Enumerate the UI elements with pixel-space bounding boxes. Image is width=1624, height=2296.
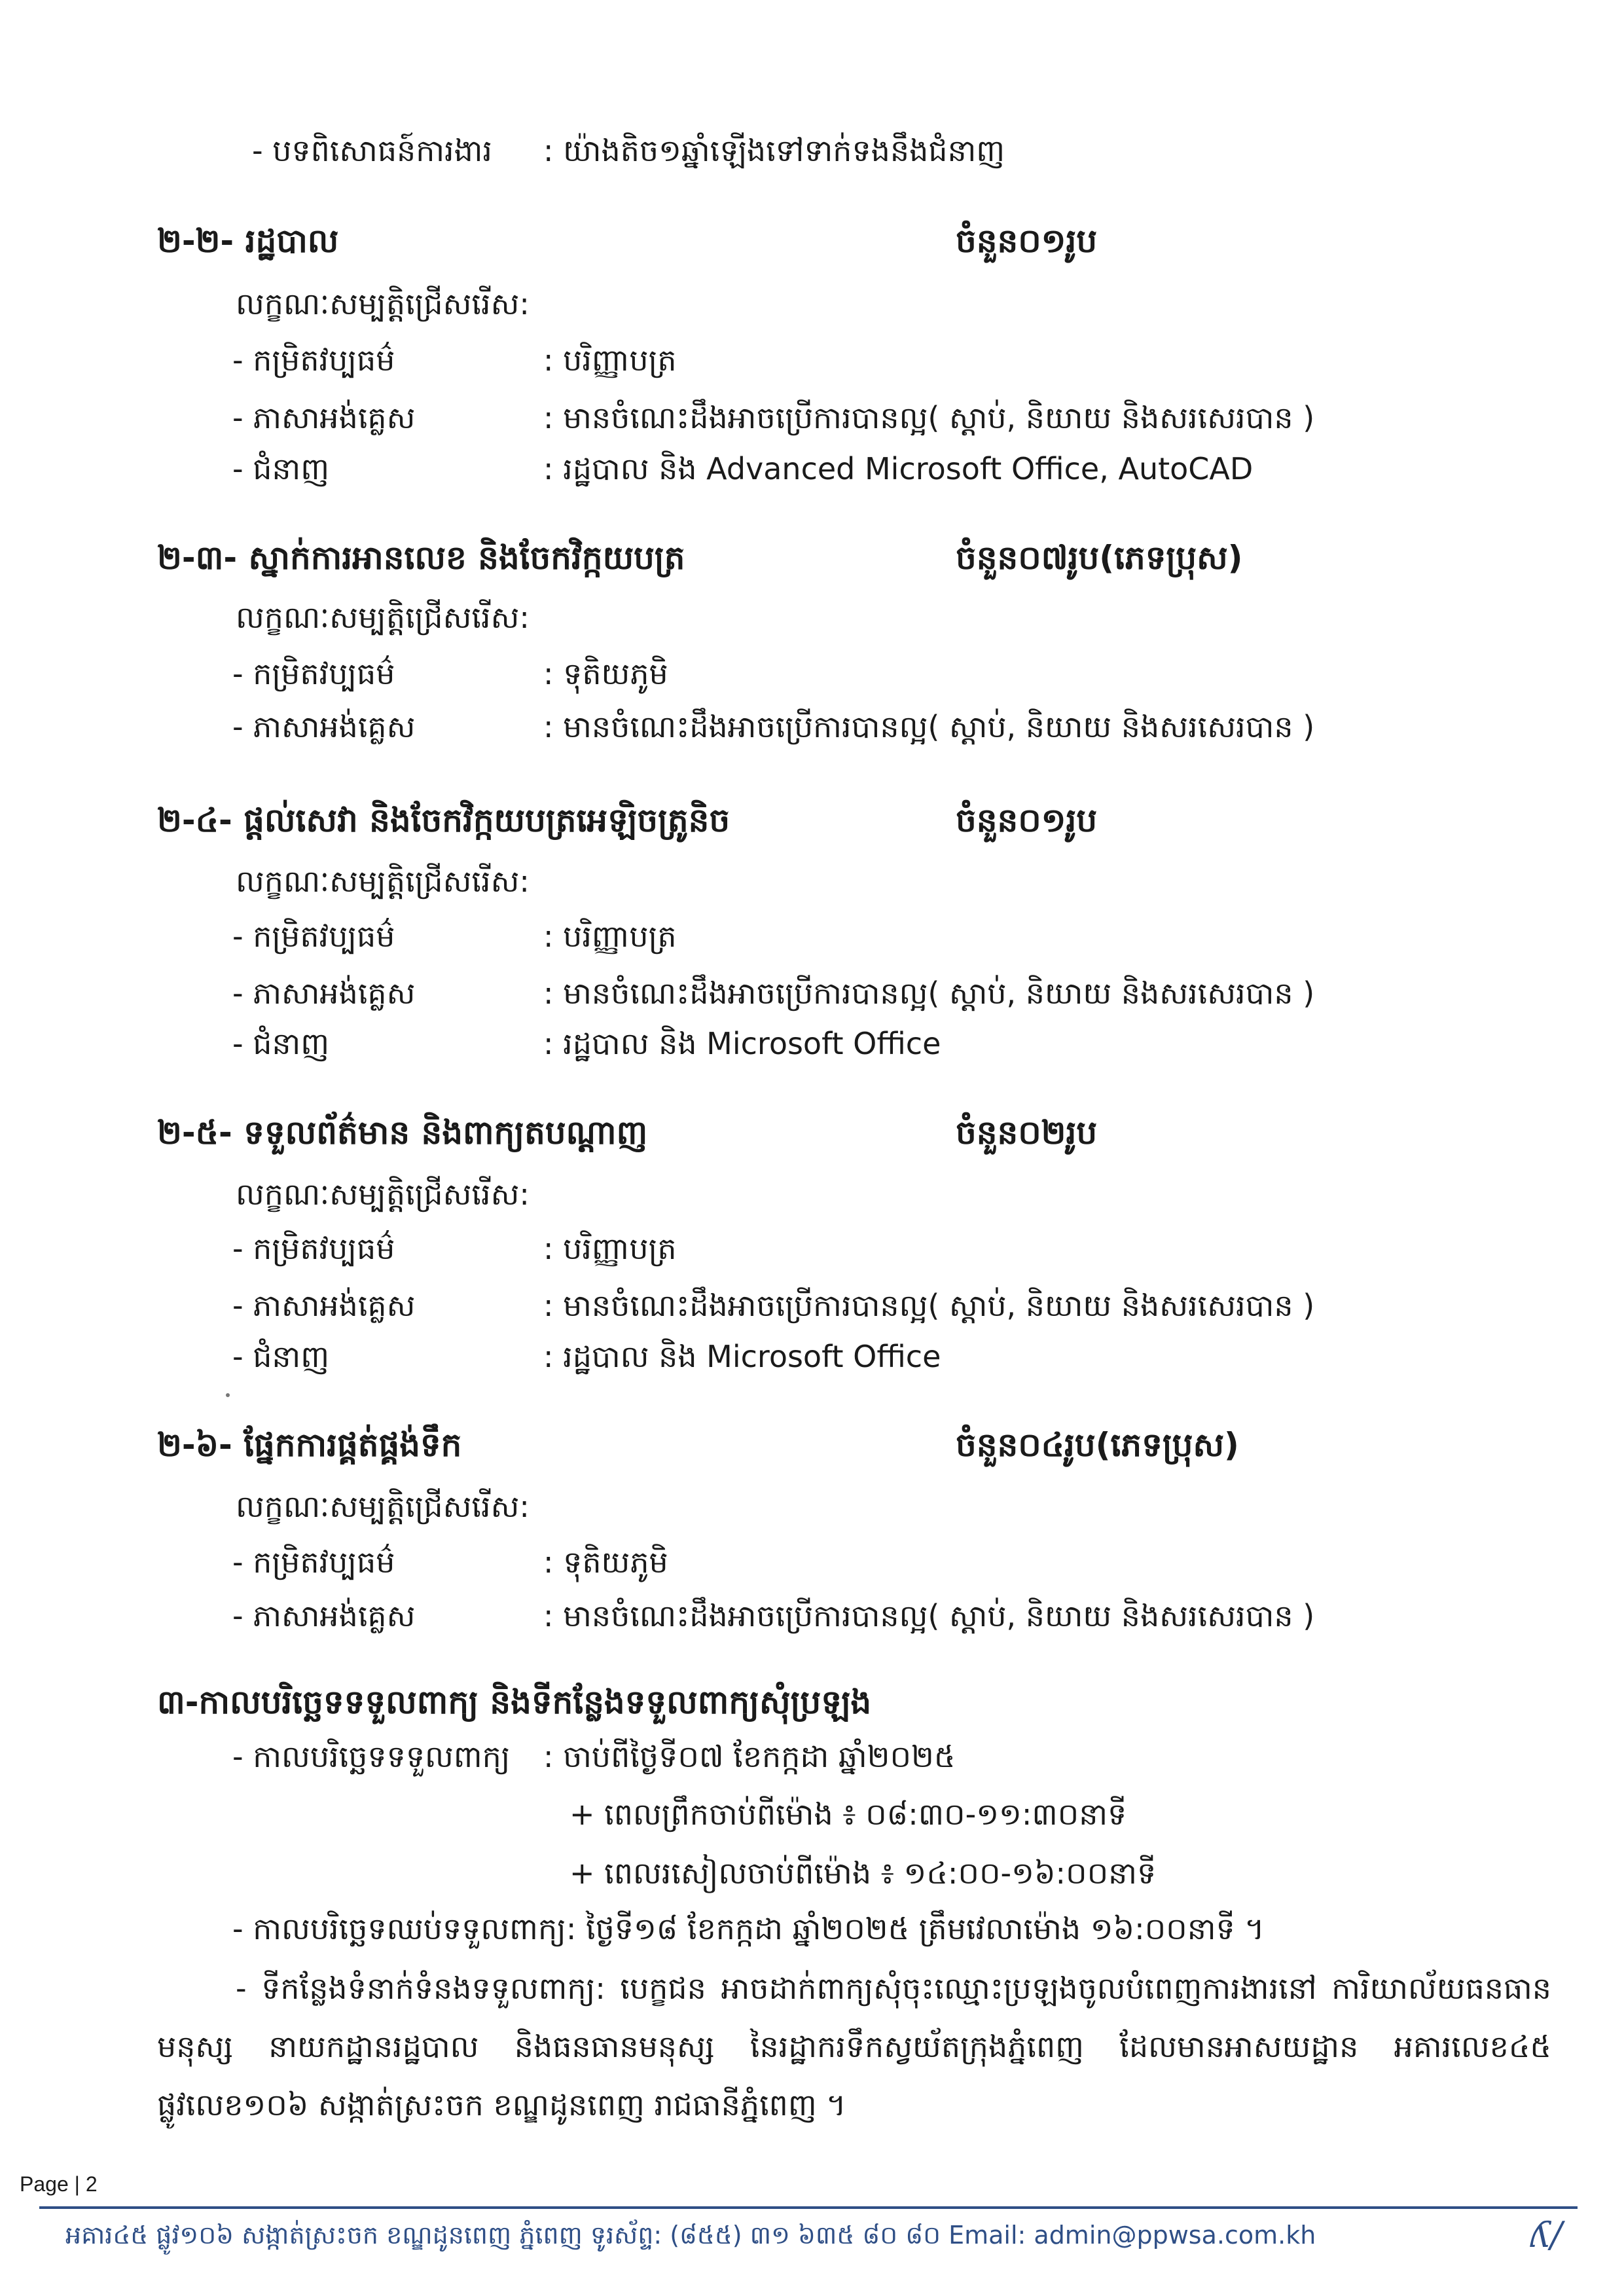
item-value: : ទុតិយភូមិ	[543, 1544, 668, 1580]
item-label: - ភាសាអង់គ្លេស	[232, 1598, 416, 1633]
item-value: : មានចំណេះដឹងអាចប្រើការបានល្អ( ស្តាប់, និយាយ និងសរសេរបាន )	[543, 1288, 1315, 1323]
open-date-value: : ចាប់ពីថ្ងៃទី០៧ ខែកក្កដា ឆ្នាំ២០២៥	[543, 1739, 956, 1774]
item-label: - កម្រិតវប្បធម៌	[232, 656, 395, 691]
item-value: : រដ្ឋបាល និង Microsoft Office	[543, 1339, 941, 1374]
section3-heading: ៣-កាលបរិច្ឆេទទទួលពាក្យ និងទីកន្លែងទទួលពាក្យសុំប្រឡង	[157, 1683, 872, 1721]
item-label: - ភាសាអង់គ្លេស	[232, 975, 416, 1011]
item-label: - ជំនាញ	[232, 451, 330, 486]
scan-speck	[226, 1393, 230, 1397]
item-value: : មានចំណេះដឹងអាចប្រើការបានល្អ( ស្តាប់, និយាយ និងសរសេរបាន )	[543, 975, 1315, 1011]
criteria-label: លក្ខណៈសម្បត្តិជ្រើសរើស:	[236, 1176, 530, 1212]
section-heading: ២-៣- ស្នាក់ការអានលេខ និងចែកវិក្កយបត្រ	[157, 539, 685, 577]
item-value: : មានចំណេះដឹងអាចប្រើការបានល្អ( ស្តាប់, និយាយ និងសរសេរបាន )	[543, 1598, 1315, 1633]
item-value: : មានចំណេះដឹងអាចប្រើការបានល្អ( ស្តាប់, និយាយ និងសរសេរបាន )	[543, 709, 1315, 744]
item-value: : បរិញ្ញាបត្រ	[543, 342, 677, 378]
afternoon-hours: + ពេលរសៀលចាប់ពីម៉ោង ៖ ១៤:០០-១៦:០០នាទី	[569, 1855, 1157, 1891]
footer-address: អគារ៤៥ ផ្លូវ១០៦ សង្កាត់ស្រះចក ខណ្ឌដូនពេញ ភ្នំពេញ ទូរស័ព្ទ: (៨៥៥) ៣១ ៦៣៥ ៨០ ៨០ Email: admin@ppwsa.com.kh	[65, 2221, 1316, 2250]
initials-mark: ʎ/	[1530, 2214, 1562, 2255]
item-label: - ភាសាអង់គ្លេស	[232, 709, 416, 744]
item-label: - ភាសាអង់គ្លេស	[232, 400, 416, 435]
footer-rule	[39, 2206, 1578, 2209]
item-label: - កម្រិតវប្បធម៌	[232, 1544, 395, 1580]
section-heading: ២-២- រដ្ឋបាល	[157, 222, 339, 260]
item-value: : ទុតិយភូមិ	[543, 656, 668, 691]
page-number: Page | 2	[20, 2172, 98, 2196]
open-date-label: - កាលបរិច្ឆេទទទួលពាក្យ	[232, 1739, 511, 1774]
item-label: - ភាសាអង់គ្លេស	[232, 1288, 416, 1323]
close-date-line: - កាលបរិច្ឆេទឈប់ទទួលពាក្យ: ថ្ងៃទី១៨ ខែកក្កដា ឆ្នាំ២០២៥ ត្រឹមវេលាម៉ោង ១៦:០០នាទី ។	[232, 1911, 1265, 1946]
section-count: ចំនួន០៧រូប(ភេទប្រុស)	[956, 539, 1243, 577]
item-value: : មានចំណេះដឹងអាចប្រើការបានល្អ( ស្តាប់, និយាយ និងសរសេរបាន )	[543, 400, 1315, 435]
criteria-label: លក្ខណៈសម្បត្តិជ្រើសរើស:	[236, 1489, 530, 1524]
item-label: - កម្រិតវប្បធម៌	[232, 1231, 395, 1266]
item-value: : បរិញ្ញាបត្រ	[543, 1231, 677, 1266]
item-label: - ជំនាញ	[232, 1026, 330, 1061]
item-label: - កម្រិតវប្បធម៌	[232, 342, 395, 378]
criteria-label: លក្ខណៈសម្បត្តិជ្រើសរើស:	[236, 286, 530, 321]
morning-hours: + ពេលព្រឹកចាប់ពីម៉ោង ៖ ០៨:៣០-១១:៣០នាទី	[569, 1796, 1127, 1832]
section-count: ចំនួន០២រូប	[956, 1114, 1098, 1152]
section-heading: ២-៦- ផ្នែកការផ្គត់ផ្គង់ទឹក	[157, 1426, 462, 1464]
item-value: : រដ្ឋបាល និង Advanced Microsoft Office, AutoCAD	[543, 451, 1254, 486]
criteria-label: លក្ខណៈសម្បត្តិជ្រើសរើស:	[236, 600, 530, 635]
item-label: - ជំនាញ	[232, 1339, 330, 1374]
section-count: ចំនួន០៤រូប(ភេទប្រុស)	[956, 1426, 1239, 1464]
experience-value: : យ៉ាងតិច១ឆ្នាំឡើងទៅទាក់ទងនឹងជំនាញ	[543, 133, 1005, 168]
section-heading: ២-៤- ផ្តល់សេវា និងចែកវិក្កយបត្រអេឡិចត្រូនិច	[157, 801, 731, 839]
section-count: ចំនួន០១រូប	[956, 222, 1098, 260]
item-value: : រដ្ឋបាល និង Microsoft Office	[543, 1026, 941, 1061]
item-value: : បរិញ្ញាបត្រ	[543, 919, 677, 954]
criteria-label: លក្ខណៈសម្បត្តិជ្រើសរើស:	[236, 864, 530, 899]
section-count: ចំនួន០១រូប	[956, 801, 1098, 839]
section-heading: ២-៥- ទទួលព័ត៌មាន និងពាក្យតបណ្តាញ	[157, 1114, 648, 1152]
application-place-paragraph: - ទីកន្លែងទំនាក់ទំនងទទួលពាក្យ: បេក្ខជន អាចដាក់ពាក្យសុំចុះឈ្មោះប្រឡងចូលបំពេញការងារនៅ ការិយាល័យធនធានមនុស្ស នាយកដ្ឋានរដ្ឋបាល និងធនធានមនុស្ស នៃរដ្ឋាករទឹកស្វយ័តក្រុងភ្នំពេញ ដែលមានអាសយដ្ឋាន អគារលេខ៤៥ ផ្លូវលេខ១០៦ សង្កាត់ស្រះចក ខណ្ឌដូនពេញ រាជធានីភ្នំពេញ ។	[157, 1971, 1551, 2123]
item-label: - កម្រិតវប្បធម៌	[232, 919, 395, 954]
experience-label: - បទពិសោធន៍ការងារ	[252, 133, 493, 168]
